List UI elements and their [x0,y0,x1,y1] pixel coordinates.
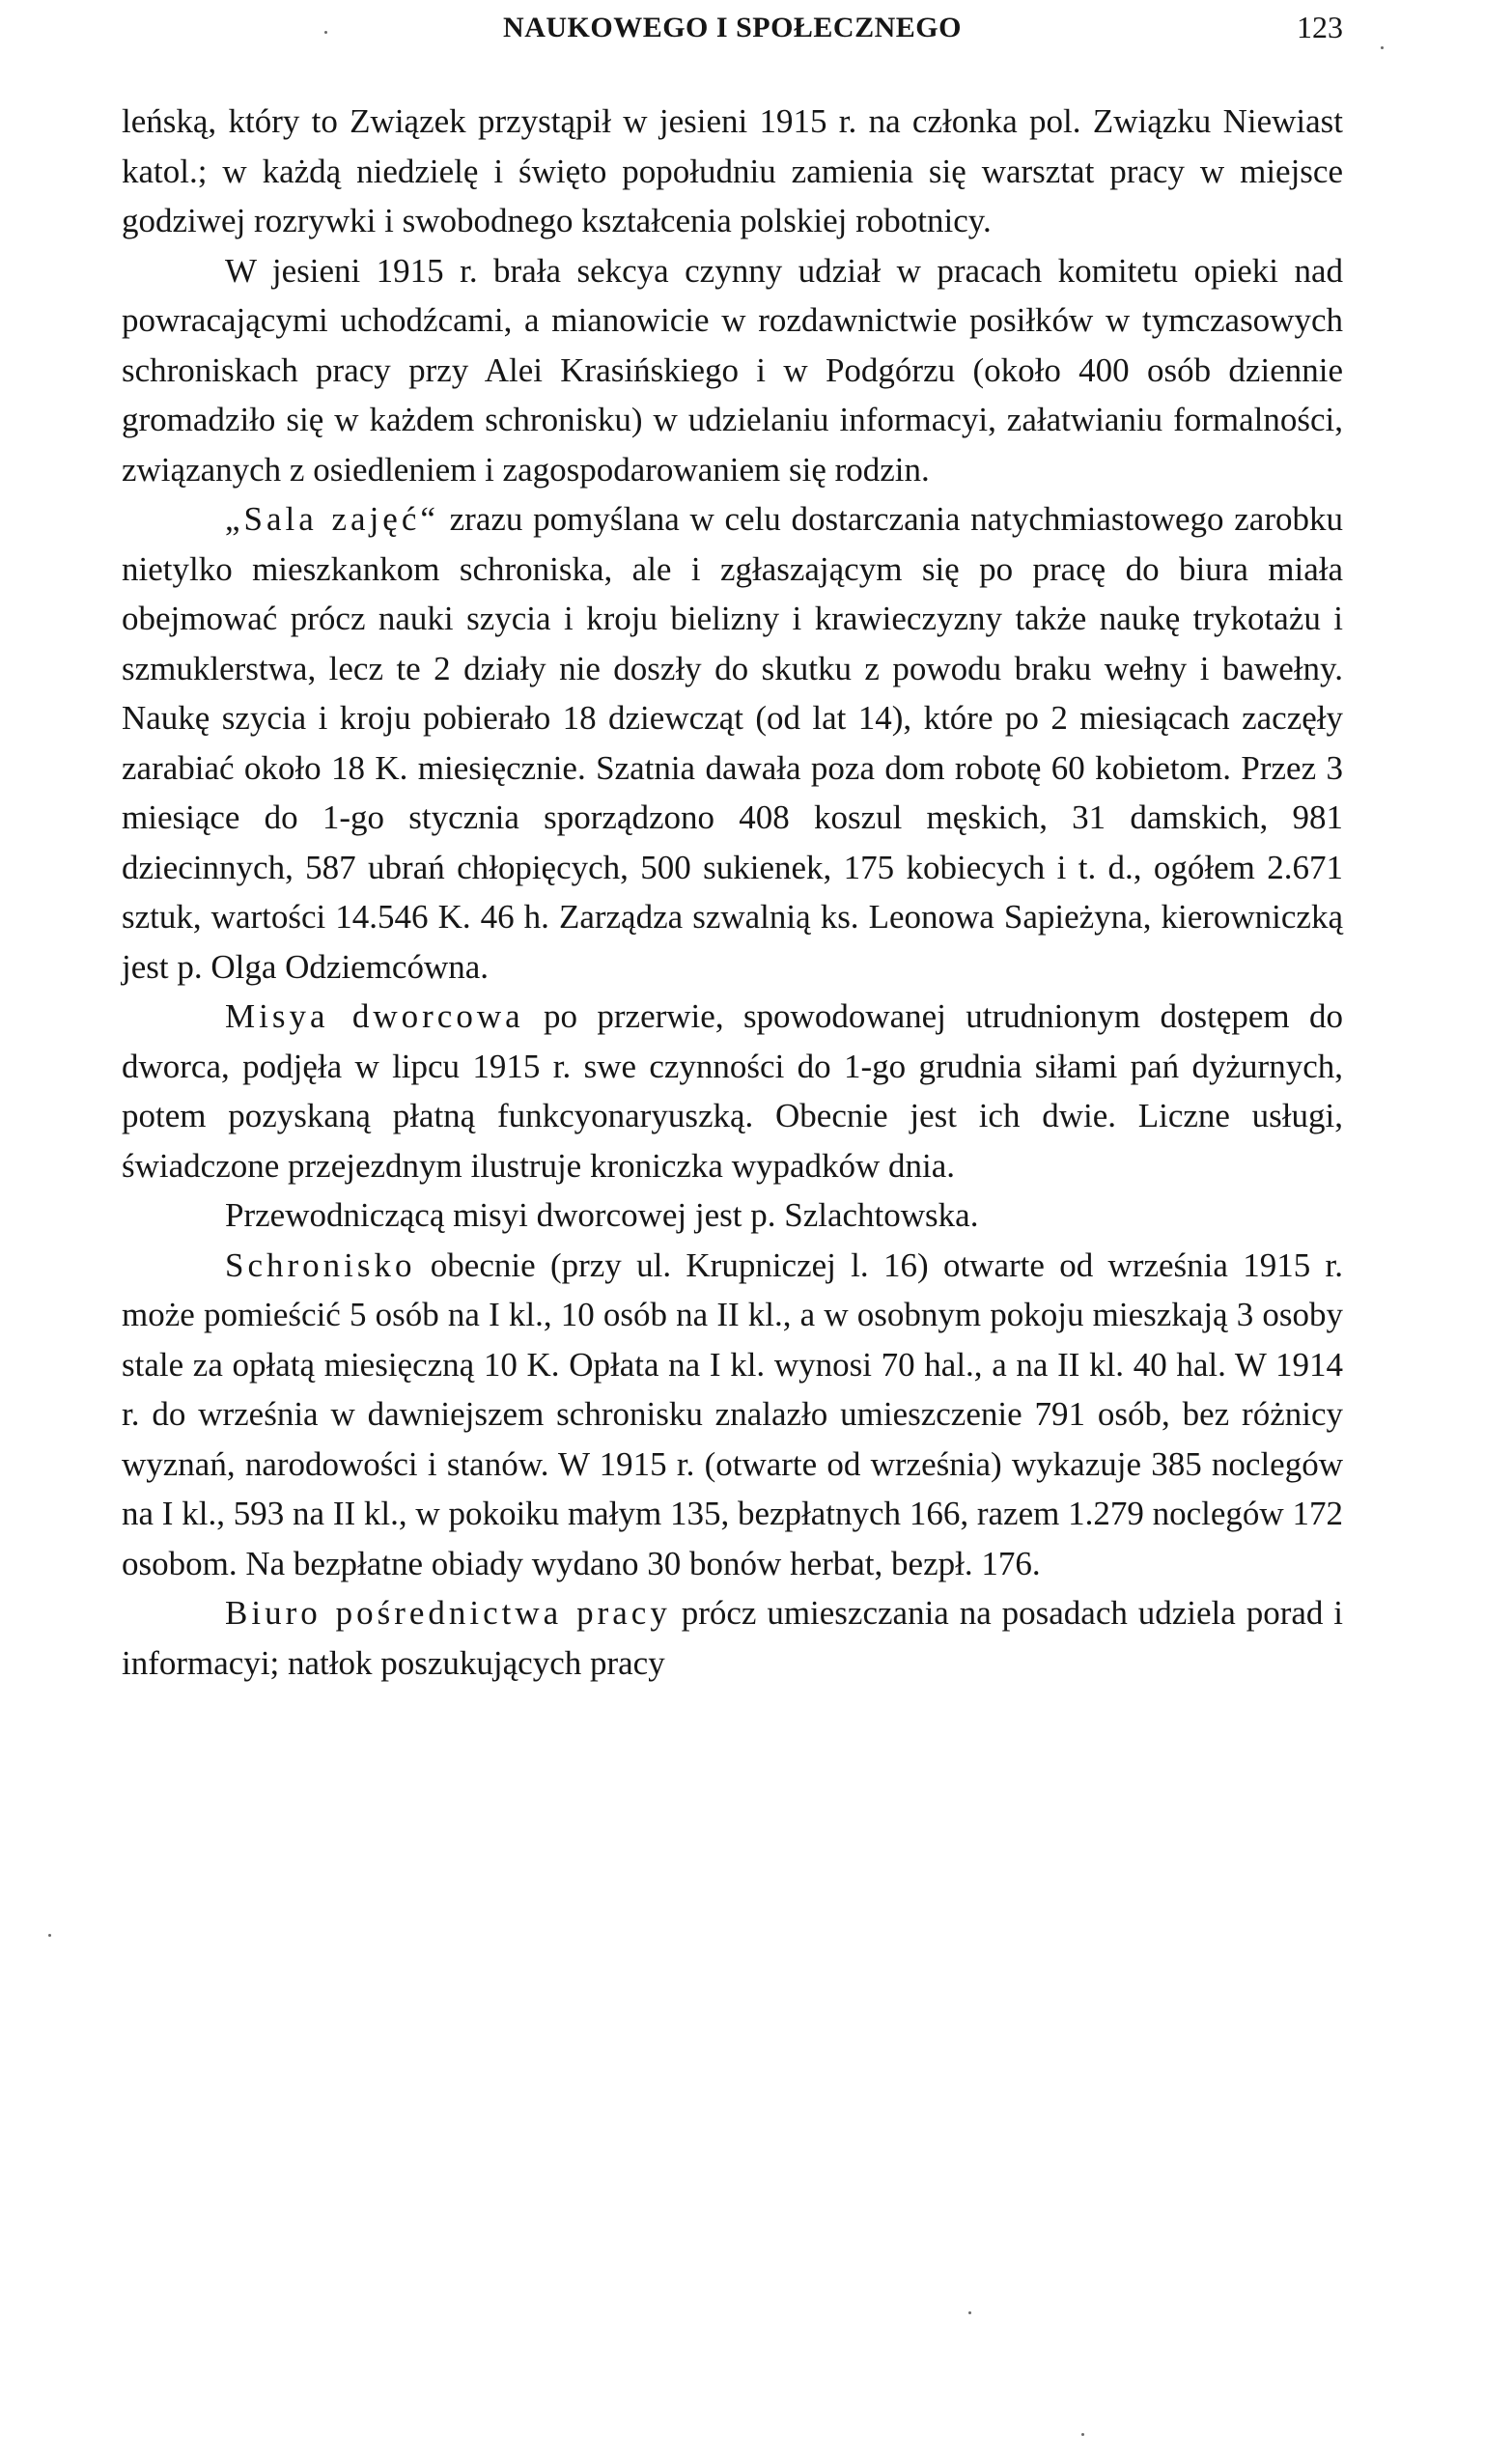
paragraph-5 [122,1190,1343,1241]
paragraph-6-text: obecnie (przy ul. Krupniczej l. 16) otwarte od września 1915 r. może pomieścić 5 osób na I kl., 10 osób na II kl., a w osobnym pokoju mieszkają 3 osoby stale za opłatą miesięczną 10 K. Opłata na I kl. wynosi 70 hal., a na II kl. 40 hal. W 1914 r. do września w dawniejszem schronisku znalazło umieszczenie 791 osób, bez różnicy wyznań, narodowości i stanów. W 1915 r. (otwarte od września) wykazuje 385 noclegów na I kl., 593 na II kl., w pokoiku małym 135, bezpłatnych 166, razem 1.279 noclegów 172 osobom. Na bezpłatne obiady wydano 30 bonów herbat, bezpł. 176. [122,1245,1343,1582]
paragraph-1 [122,97,1343,246]
paragraph-1-text: leńską, który to Związek przystąpił w jesieni 1915 r. na członka pol. Związku Niewiast katol.; w każdą niedzielę i święto popołudniu zamienia się warsztat pracy w miejsce godziwej rozrywki i swobodnego kształcenia polskiej robotnicy. [122,102,1343,239]
paragraph-4 [122,992,1343,1190]
running-head [122,8,1343,50]
page-number: 123 [1297,10,1343,44]
paragraph-3 [122,494,1343,992]
paragraph-2-text: W jesieni 1915 r. brała sekcya czynny udział w pracach komitetu opieki nad powracającymi uchodźcami, a mianowicie w rozdawnictwie posiłków w tymczasowych schroniskach pracy przy Alei Krasińskiego i w Podgórzu (około 400 osób dziennie gromadziło się w każdem schronisku) w udzielaniu informacyi, załatwianiu formalności, związanych z osiedleniem i zagospodarowaniem się rodzin. [122,251,1343,489]
running-title: NAUKOWEGO I SPOŁECZNEGO [503,12,962,43]
scan-speck [324,31,327,34]
paragraph-7-text: prócz umieszczania na posadach udziela porad i informacyi; natłok poszukujących pracy [122,1594,1343,1682]
paragraph-3-text: zrazu pomyślana w celu dostarczania natychmiastowego zarobku nietylko mieszkankom schroniska, ale i zgłaszającym się po pracę do biura miała obejmować prócz nauki szycia i kroju bielizny i krawieczyzny także naukę trykotażu i szmuklerstwa, lecz te 2 działy nie doszły do skutku z powodu braku wełny i bawełny. Naukę szycia i kroju pobierało 18 dziewcząt (od lat 14), które po 2 miesiącach zaczęły zarabiać około 18 K. miesięcznie. Szatnia dawała poza dom robotę 60 kobietom. Przez 3 miesiące do 1-go stycznia sporządzono 408 koszul męskich, 31 damskich, 981 dziecinnych, 587 ubrań chłopięcych, 500 sukienek, 175 kobiecych i t. d., ogółem 2.671 sztuk, wartości 14.546 K. 46 h. Zarządza szwalnią ks. Leonowa Sapieżyna, kierowniczką jest p. Olga Odziemcówna. [122,500,1343,986]
body-text [122,97,1343,1688]
scan-speck [968,2311,971,2314]
paragraph-4-text: po przerwie, spowodowanej utrudnionym dostępem do dworca, podjęła w lipcu 1915 r. swe czynności do 1-go grudnia siłami pań dyżurnych, potem pozyskaną płatną funkcyonaryuszką. Obecnie jest ich dwie. Liczne usługi, świadczone przejezdnym ilustruje kroniczka wypadków dnia. [122,997,1343,1185]
scan-speck [1381,46,1384,49]
paragraph-2 [122,246,1343,495]
paragraph-4-lead: Misya dworcowa [225,997,524,1035]
paragraph-6-lead: Schronisko [225,1245,416,1284]
paragraph-7-lead: Biuro pośrednictwa pracy [225,1594,671,1632]
paragraph-7 [122,1588,1343,1688]
paragraph-3-lead: „Sala zajęć“ [225,500,439,538]
paragraph-6 [122,1241,1343,1589]
scan-speck [48,1934,51,1937]
scan-speck [1081,2433,1084,2436]
paragraph-5-text: Przewodniczącą misyi dworcowej jest p. Szlachtowska. [225,1196,979,1234]
